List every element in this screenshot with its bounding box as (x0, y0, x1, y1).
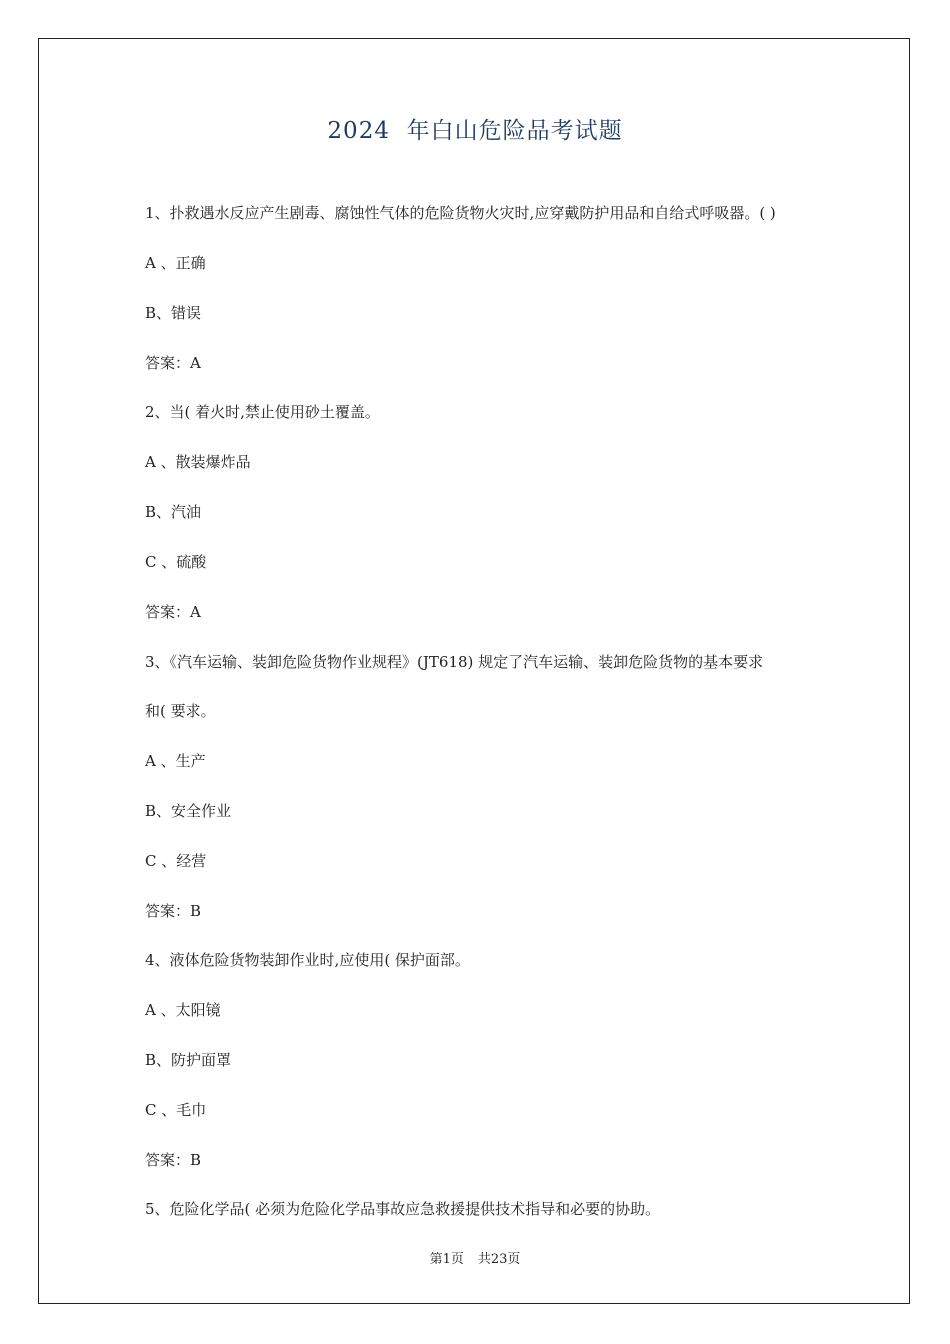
question-1-option-a: A 、正确 (145, 254, 206, 272)
question-1-answer: 答案：A (145, 354, 201, 372)
question-2-option-a: A 、散装爆炸品 (145, 453, 251, 471)
question-3-option-c: C 、经营 (145, 852, 207, 870)
question-2-option-c: C 、硫酸 (145, 553, 207, 571)
page-number: 第1页 (429, 1252, 464, 1267)
question-5-text: 5、危险化学品( 必须为危险化学品事故应急救援提供技术指导和必要的协助。 (145, 1200, 661, 1218)
question-4-option-c: C 、毛巾 (145, 1101, 207, 1119)
document-title: 2024 年白山危险品考试题 (327, 118, 623, 144)
question-1-option-b: B、错误 (145, 304, 202, 322)
question-4-text: 4、液体危险货物装卸作业时,应使用( 保护面部。 (145, 951, 470, 969)
question-3-option-a: A 、生产 (145, 752, 206, 770)
page-footer (0, 1248, 950, 1267)
question-2-text: 2、当( 着火时,禁止使用砂土覆盖。 (145, 403, 380, 421)
question-3-option-b: B、安全作业 (145, 802, 232, 820)
question-3-text: 3、《汽车运输、装卸危险货物作业规程》(JT618) 规定了汽车运输、装卸危险货物的基本要求 (145, 653, 764, 671)
question-2-option-b: B、汽油 (145, 503, 202, 521)
question-3-text-continued: 和( 要求。 (145, 702, 216, 720)
question-3-answer: 答案：B (145, 902, 202, 920)
question-4-option-b: B、防护面罩 (145, 1051, 232, 1069)
question-4-answer: 答案：B (145, 1151, 202, 1169)
question-4-option-a: A 、太阳镜 (145, 1001, 221, 1019)
page-total: 共23页 (477, 1252, 521, 1267)
question-2-answer: 答案：A (145, 603, 201, 621)
question-1-text: 1、扑救遇水反应产生剧毒、腐蚀性气体的危险货物火灾时,应穿戴防护用品和自给式呼吸器。( ) (145, 204, 776, 222)
